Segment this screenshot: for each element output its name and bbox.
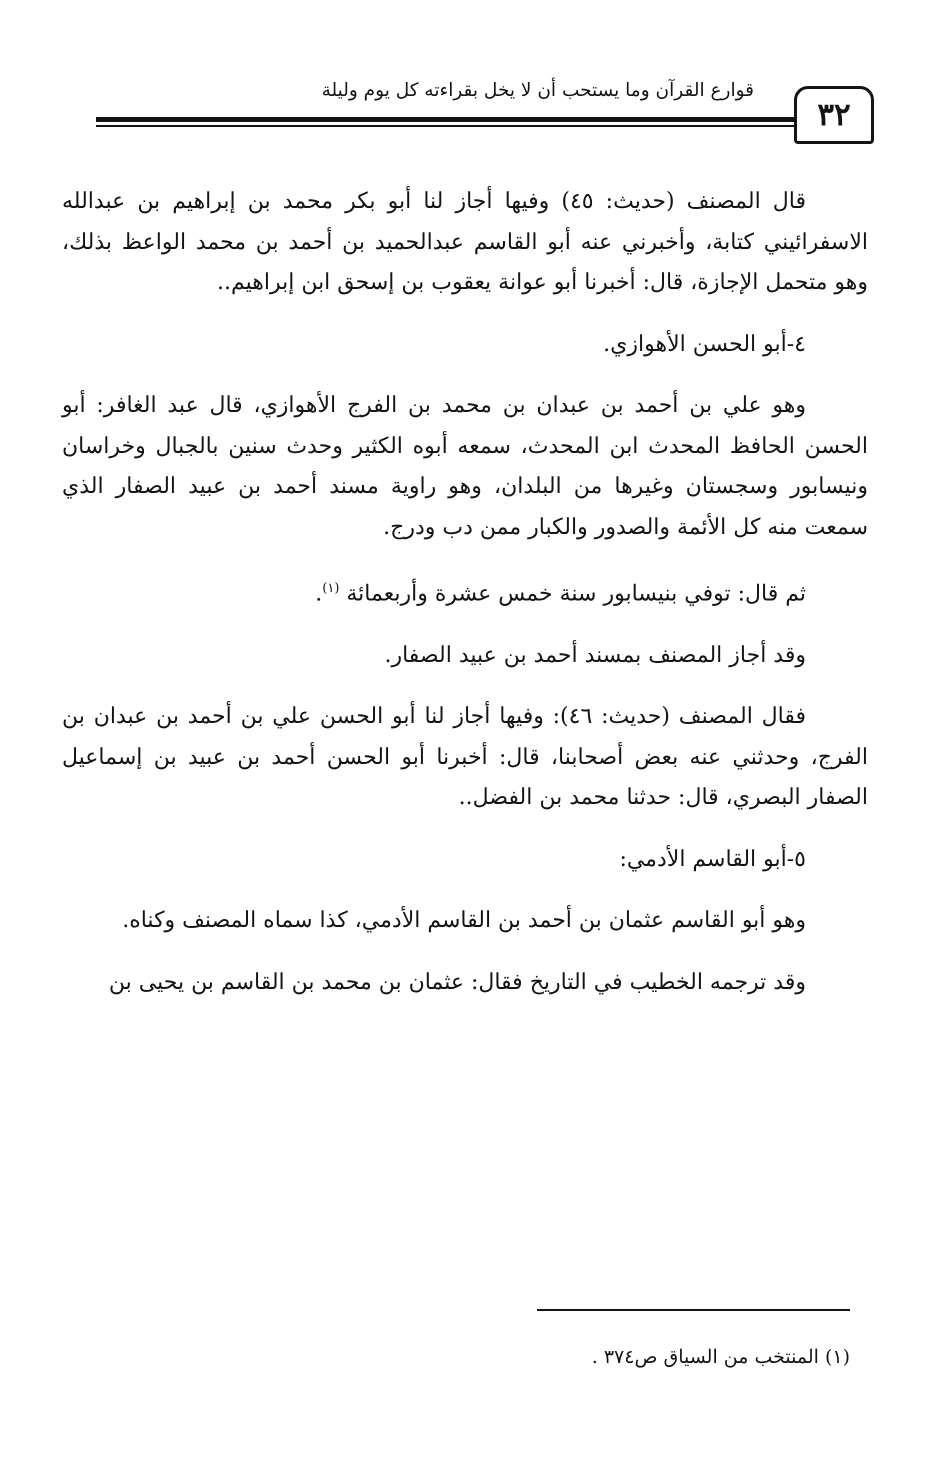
sentence-end: . (315, 581, 323, 607)
death-date-text: ثم قال: توفي بنيسابور سنة خمس عشرة وأربعمائة (346, 581, 806, 607)
header-rule-thick (96, 117, 814, 122)
page-number: ٣٢ (817, 97, 851, 133)
paragraph-death-date (62, 569, 868, 615)
paragraph-adami: وهو أبو القاسم عثمان بن أحمد بن القاسم الأدمي، كذا سماه المصنف وكناه. (122, 908, 806, 934)
main-text (62, 182, 868, 1003)
section-heading-4: ٤-أبو الحسن الأهوازي. (603, 331, 806, 357)
paragraph-ijaza: وقد أجاز المصنف بمسند أحمد بن عبيد الصفار. (384, 642, 806, 668)
section-heading-5: ٥-أبو القاسم الأدمي: (619, 846, 806, 872)
footnote-separator (537, 1309, 850, 1311)
header-rule-thin (96, 125, 814, 127)
paragraph-hadith-46: فقال المصنف (حديث: ٤٦): وفيها أجاز لنا أبو الحسن علي بن أحمد بن عبدان بن الفرج، وحدثني عنه بعض أصحابنا، قال: أخبرنا أبو الحسن أحمد بن عبيد بن إسماعيل الصفار البصري، قال: حدثنا محمد بن الفضل.. (62, 704, 868, 811)
page-number-box (794, 86, 874, 144)
paragraph-ahwazi-bio: وهو علي بن أحمد بن عبدان بن محمد بن الفرج الأهوازي، قال عبد الغافر: أبو الحسن الحافظ المحدث ابن المحدث، سمعه أبوه الكثير وحدث سنين بالجبال وخراسان ونيسابور وسجستان وغيرها من البلدان، وهو راوية مسند أحمد بن عبيد الصفار الذي سمعت منه كل الأئمة والصدور والكبار ممن دب ودرج. (62, 393, 868, 540)
page-header (96, 62, 874, 162)
footnote-1: (١) المنتخب من السياق ص٣٧٤ . (591, 1346, 850, 1368)
footnote-ref[interactable]: (١) (322, 581, 340, 596)
paragraph-hadith-45: قال المصنف (حديث: ٤٥) وفيها أجاز لنا أبو بكر محمد بن إبراهيم بن عبدالله الاسفرائيني كتابة، وأخبرني عنه أبو القاسم عبدالحميد بن أحمد بن محمد الواعظ بذلك، وهو متحمل الإجازة، قال: أخبرنا أبو عوانة يعقوب بن إسحق ابن إبراهيم.. (62, 189, 868, 295)
paragraph-khatib: وقد ترجمه الخطيب في التاريخ فقال: عثمان بن محمد بن القاسم بن يحيى بن (108, 969, 806, 995)
running-title: قوارع القرآن وما يستحب أن لا يخل بقراءته كل يوم وليلة (321, 80, 754, 101)
